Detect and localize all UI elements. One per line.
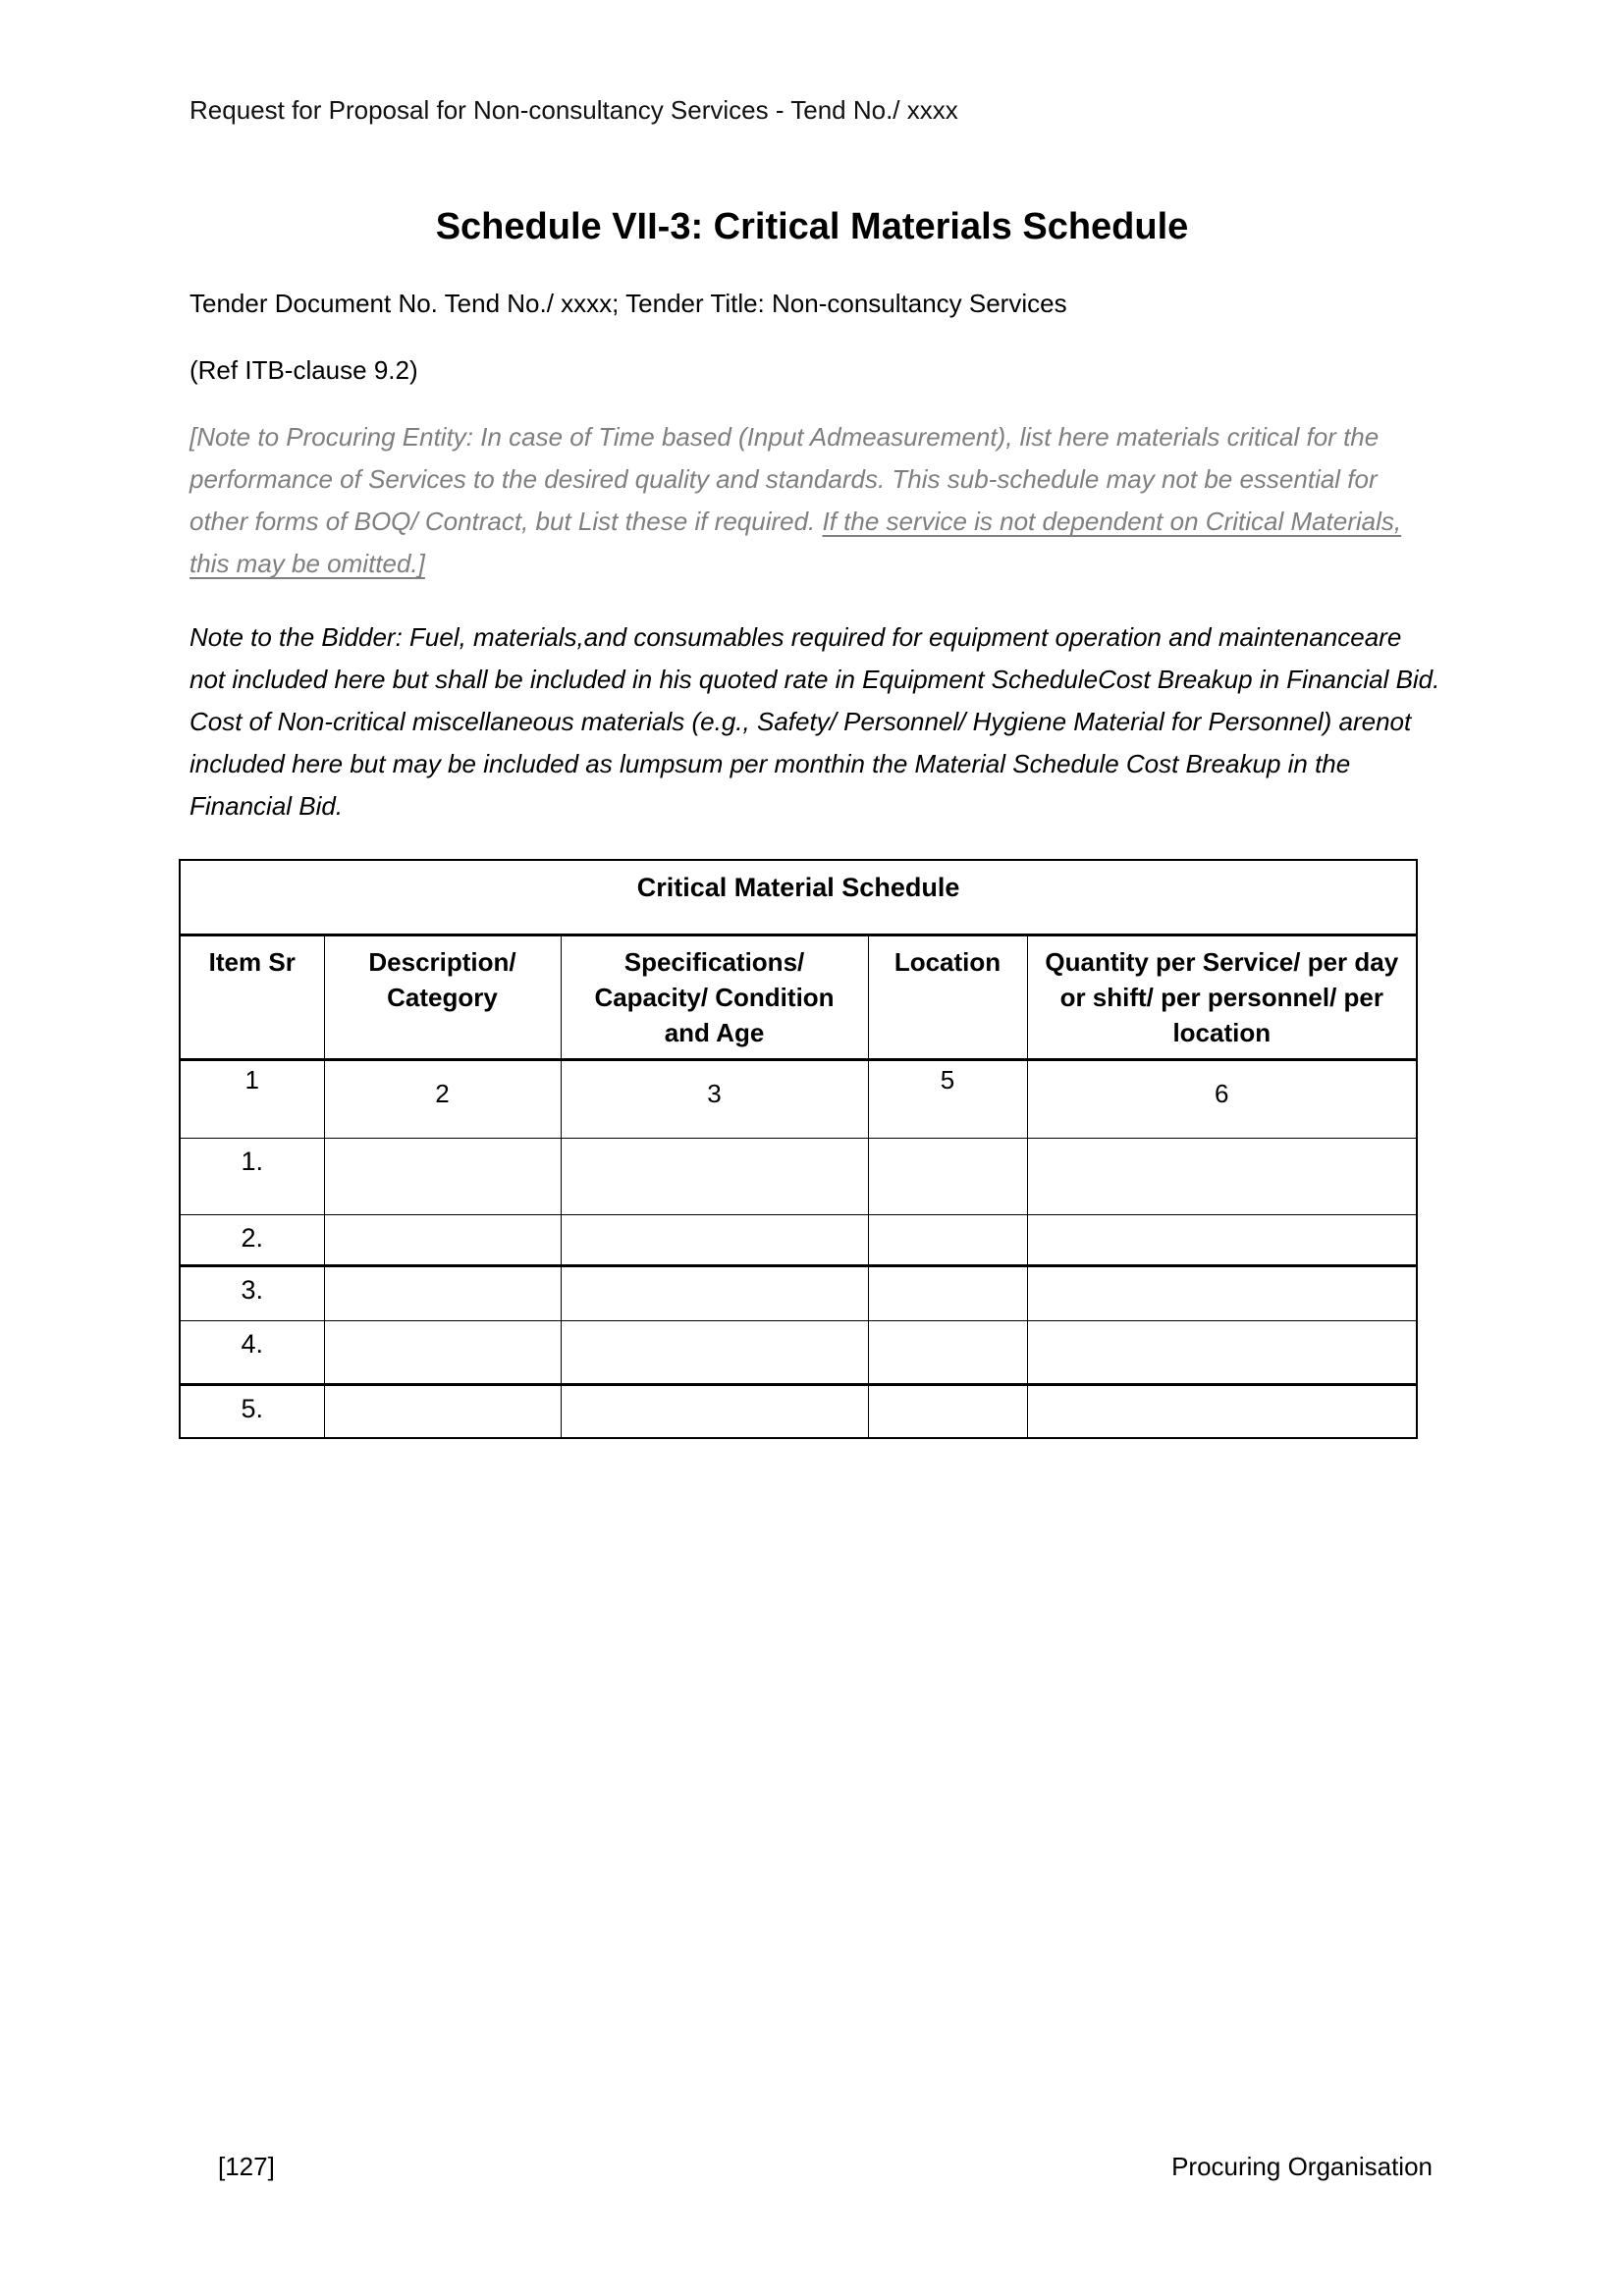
- table-title-row: [180, 860, 1417, 935]
- column-header-specifications: Specifications/ Capacity/ Condition and Age: [561, 935, 868, 1060]
- empty-cell: [324, 1139, 561, 1215]
- footer-organisation: Procuring Organisation: [1171, 2152, 1433, 2181]
- empty-cell: [561, 1139, 868, 1215]
- empty-cell: [868, 1139, 1027, 1215]
- table-row: [180, 1139, 1417, 1215]
- row-sr-number: 2.: [180, 1215, 324, 1266]
- column-header-description: Description/ Category: [324, 935, 561, 1060]
- critical-materials-table: [179, 859, 1418, 1439]
- bidder-note: Note to the Bidder: Fuel, materials,and consumables required for equipment operation and maintenanceare not included here but shall be included in his quoted rate in Equipment ScheduleCost Breakup in Financial Bid. Cost of Non-critical miscellaneous materials (e.g., Safety/ Personnel/ Hygiene Material for Personnel) arenot included here but may be included as lumpsum per monthin the Material Schedule Cost Breakup in the Financial Bid.: [189, 622, 1440, 821]
- empty-cell: [1027, 1266, 1417, 1321]
- column-number-1: 1: [180, 1060, 324, 1139]
- column-number-3: 3: [561, 1060, 868, 1139]
- empty-cell: [868, 1321, 1027, 1385]
- row-sr-number: 5.: [180, 1385, 324, 1439]
- table-title: Critical Material Schedule: [180, 860, 1417, 935]
- row-sr-number: 3.: [180, 1266, 324, 1321]
- column-number-5: 5: [868, 1060, 1027, 1139]
- page-number: [127]: [218, 2152, 275, 2181]
- empty-cell: [1027, 1139, 1417, 1215]
- table-row: [180, 1321, 1417, 1385]
- empty-cell: [1027, 1215, 1417, 1266]
- row-sr-number: 1.: [180, 1139, 324, 1215]
- empty-cell: [561, 1266, 868, 1321]
- empty-cell: [1027, 1321, 1417, 1385]
- table-row: [180, 1215, 1417, 1266]
- empty-cell: [324, 1266, 561, 1321]
- empty-cell: [324, 1385, 561, 1439]
- procuring-entity-note-text: [Note to Procuring Entity: In case of Time based (Input Admeasurement), list here materials critical for the performance of Services to the desired quality and standards. This sub-schedule may not be essential for other forms of BOQ/ Contract, but List these if required.: [189, 422, 1380, 536]
- ref-clause-line: (Ref ITB-clause 9.2): [189, 355, 418, 385]
- table-header-row: [180, 935, 1417, 1060]
- document-title: Schedule VII-3: Critical Materials Schedule: [435, 206, 1189, 247]
- procuring-entity-note: [189, 416, 1442, 585]
- empty-cell: [868, 1215, 1027, 1266]
- column-header-item-sr: Item Sr: [180, 935, 324, 1060]
- empty-cell: [868, 1266, 1027, 1321]
- empty-cell: [561, 1385, 868, 1439]
- empty-cell: [561, 1215, 868, 1266]
- empty-cell: [324, 1321, 561, 1385]
- column-number-row: [180, 1060, 1417, 1139]
- empty-cell: [1027, 1385, 1417, 1439]
- empty-cell: [324, 1215, 561, 1266]
- tender-info-line: Tender Document No. Tend No./ xxxx; Tender Title: Non-consultancy Services: [189, 289, 1067, 318]
- page-header: Request for Proposal for Non-consultancy Services - Tend No./ xxxx: [189, 95, 958, 125]
- table-row: [180, 1266, 1417, 1321]
- table-row: [180, 1385, 1417, 1439]
- procuring-entity-note-underlined-text: If the service is not dependent on Critical Materials, this may be omitted.]: [189, 507, 1402, 578]
- column-header-location: Location: [868, 935, 1027, 1060]
- column-header-quantity: Quantity per Service/ per day or shift/ per personnel/ per location: [1027, 935, 1417, 1060]
- row-sr-number: 4.: [180, 1321, 324, 1385]
- column-number-2: 2: [324, 1060, 561, 1139]
- empty-cell: [868, 1385, 1027, 1439]
- empty-cell: [561, 1321, 868, 1385]
- column-number-6: 6: [1027, 1060, 1417, 1139]
